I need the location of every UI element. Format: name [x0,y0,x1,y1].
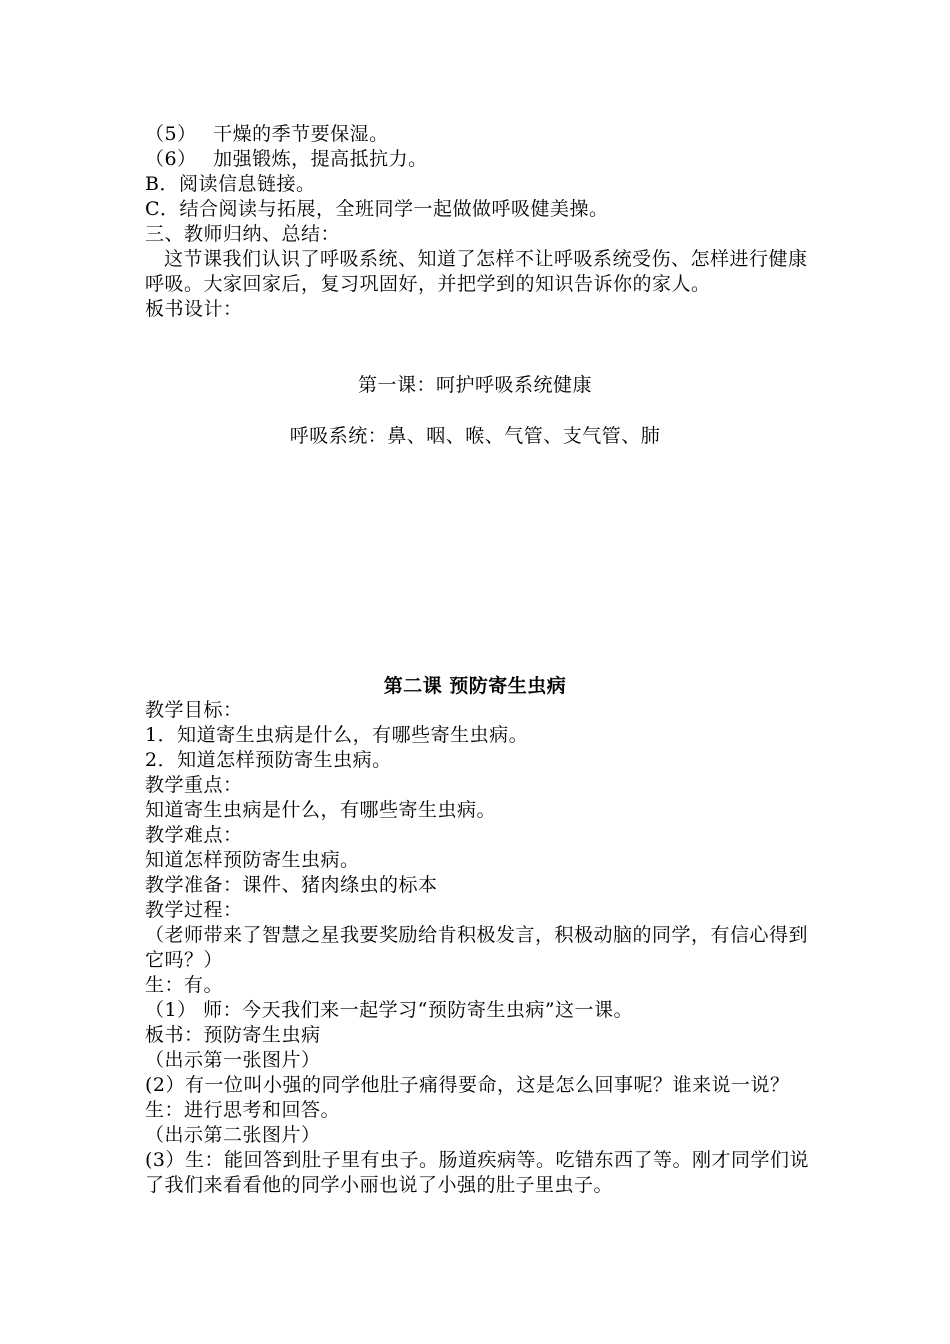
text-line: 板书：预防寄生虫病 [145,1024,321,1046]
text-line: （出示第二张图片） [145,1124,321,1146]
text-line: 2．知道怎样预防寄生虫病。 [145,749,392,771]
text-line: （6） 加强锻炼，提高抵抗力。 [145,148,428,170]
text-line: 教学重点： [145,774,243,796]
lesson-title: 第二课 预防寄生虫病 [383,675,567,697]
text-line: （出示第一张图片） [145,1049,321,1071]
summary-paragraph: 这节课我们认识了呼吸系统、知道了怎样不让呼吸系统受伤、怎样进行健康呼吸。大家回家后，复习巩固好，并把学到的知识告诉你的家人。 [145,248,808,295]
text-line: （5） 干燥的季节要保湿。 [145,123,389,145]
text-line: 生：进行思考和回答。 [145,1099,341,1121]
board-title: 第一课：呵护呼吸系统健康 [357,374,592,396]
text-line: 教学过程： [145,899,243,921]
text-line: （1） 师：今天我们来一起学习“预防寄生虫病”这一课。 [145,999,634,1021]
text-line: 1．知道寄生虫病是什么，有哪些寄生虫病。 [145,724,529,746]
text-line: C．结合阅读与拓展，全班同学一起做做呼吸健美操。 [145,198,609,220]
text-line: B．阅读信息链接。 [145,173,316,195]
text-line: 教学准备：课件、猪肉绦虫的标本 [145,874,438,896]
text-line: （老师带来了智慧之星我要奖励给肯积极发言，积极动脑的同学，有信心得到它吗？） [145,924,809,971]
review-section [145,122,810,322]
text-line: (3）生：能回答到肚子里有虫子。肠道疾病等。吃错东西了等。刚才同学们说了我们来看看他的同学小丽也说了小强的肚子里虫子。 [145,1149,810,1196]
text-line: (2）有一位叫小强的同学他肚子痛得要命，这是怎么回事呢？谁来说一说？ [145,1074,790,1096]
text-line: 教学目标： [145,699,243,721]
text-line: 教学难点： [145,824,243,846]
text-line: 知道寄生虫病是什么，有哪些寄生虫病。 [145,799,497,821]
text-line: 三、教师归纳、总结： [145,223,341,245]
board-design-label: 板书设计： [145,298,243,320]
text-line: 生：有。 [145,974,224,996]
board-content: 呼吸系统：鼻、咽、喉、气管、支气管、肺 [289,425,661,447]
text-line: 知道怎样预防寄生虫病。 [145,849,360,871]
lesson-body [145,698,810,1198]
